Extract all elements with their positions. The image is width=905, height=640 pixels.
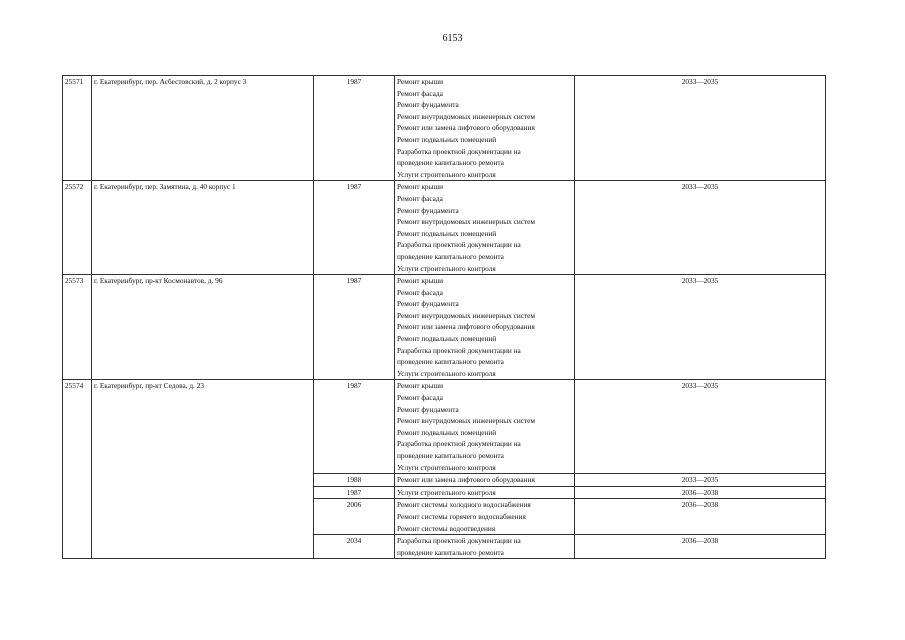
- row-period: 2033—2035: [575, 474, 826, 487]
- work-item: Разработка проектной документации на: [397, 536, 521, 546]
- work-item: Услуги строительного контроля: [397, 169, 496, 179]
- work-item: Ремонт фундамента: [397, 205, 459, 215]
- row-id: 25571: [63, 76, 92, 181]
- row-period: 2033—2035: [575, 380, 826, 474]
- work-item: Ремонт фасада: [397, 393, 443, 403]
- work-item: Ремонт внутридомовых инженерных систем: [397, 111, 536, 121]
- work-item: Ремонт внутридомовых инженерных систем: [397, 310, 536, 320]
- row-works: [395, 474, 575, 487]
- row-address: г. Екатеринбург, пер. Замятина, д. 40 корпус 1: [92, 181, 314, 275]
- row-period: 2033—2035: [575, 181, 826, 275]
- row-year: 1987: [314, 181, 395, 275]
- row-period: 2036—2038: [575, 486, 826, 499]
- row-period: 2033—2035: [575, 76, 826, 181]
- work-item: Ремонт крыши: [397, 77, 444, 86]
- row-address: г. Екатеринбург, пер. Асбестовский, д. 2 корпус 3: [92, 76, 314, 181]
- work-item: Ремонт подвальных помещений: [397, 134, 497, 144]
- work-item: Услуги строительного контроля: [397, 487, 496, 497]
- capital-repair-table: [62, 75, 826, 559]
- work-item: Ремонт фасада: [397, 193, 443, 203]
- work-item: Ремонт или замена лифтового оборудования: [397, 322, 535, 332]
- work-item: Ремонт внутридомовых инженерных систем: [397, 217, 536, 227]
- row-address: г. Екатеринбург, пр-кт Седова, д. 23: [92, 380, 314, 559]
- row-year: 1987: [314, 275, 395, 380]
- work-item: Услуги строительного контроля: [397, 263, 496, 273]
- work-item: проведение капитального ремонта: [397, 547, 504, 557]
- table-row: [63, 181, 826, 275]
- work-item: Ремонт фундамента: [397, 100, 459, 110]
- row-year: 1987: [314, 486, 395, 499]
- work-item: Ремонт крыши: [397, 276, 444, 286]
- row-works: [395, 499, 575, 535]
- table-row: [63, 76, 826, 181]
- work-item: Разработка проектной документации на: [397, 439, 521, 449]
- work-item: Ремонт фундамента: [397, 404, 459, 414]
- work-item: Ремонт крыши: [397, 381, 444, 391]
- work-item: проведение капитального ремонта: [397, 357, 504, 367]
- row-works: [395, 380, 575, 474]
- work-item: Ремонт внутридомовых инженерных систем: [397, 416, 536, 426]
- row-id: 25572: [63, 181, 92, 275]
- work-item: Разработка проектной документации на: [397, 240, 521, 250]
- work-item: Ремонт крыши: [397, 182, 444, 192]
- row-address: г. Екатеринбург, пр-кт Космонавтов, д. 96: [92, 275, 314, 380]
- work-item: Ремонт или замена лифтового оборудования: [397, 475, 535, 485]
- work-item: Разработка проектной документации на: [397, 345, 521, 355]
- work-item: Ремонт системы горячего водоснабжения: [397, 511, 526, 521]
- work-item: Ремонт системы холодного водоснабжения: [397, 500, 531, 510]
- work-item: Ремонт подвальных помещений: [397, 228, 497, 238]
- row-works: [395, 275, 575, 380]
- row-year: 2006: [314, 499, 395, 535]
- row-year: 1987: [314, 380, 395, 474]
- row-works: [395, 181, 575, 275]
- row-works: [395, 76, 575, 181]
- row-period: 2036—2038: [575, 535, 826, 559]
- work-item: Ремонт или замена лифтового оборудования: [397, 123, 535, 133]
- table-row: [63, 380, 826, 474]
- work-item: Ремонт фундамента: [397, 299, 459, 309]
- row-works: [395, 486, 575, 499]
- row-id: 25574: [63, 380, 92, 559]
- work-item: проведение капитального ремонта: [397, 451, 504, 460]
- work-item: Разработка проектной документации на: [397, 146, 521, 156]
- row-year: 2034: [314, 535, 395, 559]
- work-item: Услуги строительного контроля: [397, 462, 496, 472]
- page-number: 6153: [442, 33, 463, 44]
- row-year: 1987: [314, 76, 395, 181]
- row-period: 2036—2038: [575, 499, 826, 535]
- work-item: проведение капитального ремонта: [397, 251, 504, 261]
- table-row: [63, 275, 826, 380]
- row-id: 25573: [63, 275, 92, 380]
- work-item: Ремонт фасада: [397, 88, 443, 98]
- row-period: 2033—2035: [575, 275, 826, 380]
- work-item: проведение капитального ремонта: [397, 158, 504, 168]
- work-item: Ремонт фасада: [397, 287, 443, 297]
- row-works: [395, 535, 575, 559]
- work-item: Ремонт системы водоотведения: [397, 523, 496, 533]
- work-item: Ремонт подвальных помещений: [397, 334, 497, 344]
- work-item: Услуги строительного контроля: [397, 368, 496, 378]
- work-item: Ремонт подвальных помещений: [397, 427, 497, 437]
- row-year: 1988: [314, 474, 395, 487]
